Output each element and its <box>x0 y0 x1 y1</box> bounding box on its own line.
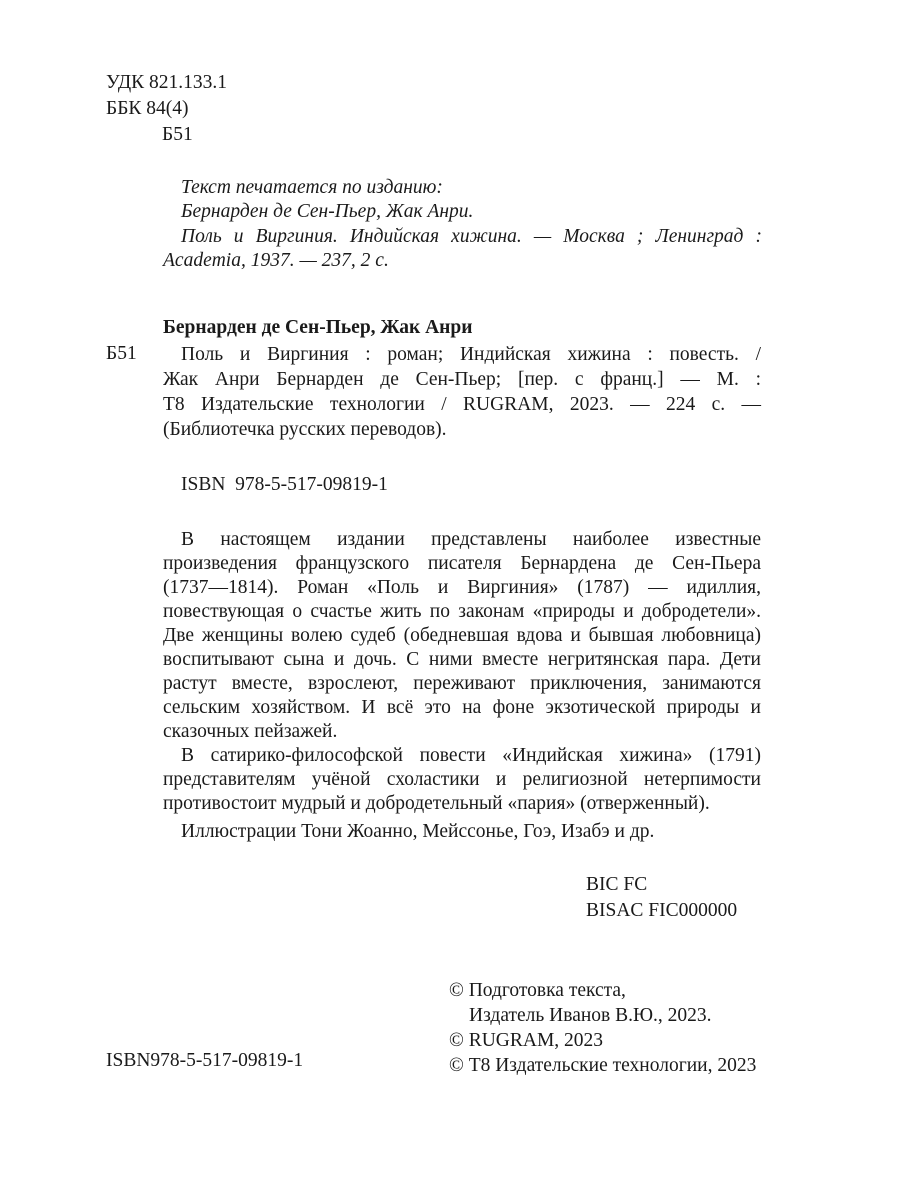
source-note-line: Поль и Виргиния. Индийская хижина. — Москва ; Ленинград : <box>181 226 762 247</box>
annotation-line: сказочных пейзажей. <box>163 721 338 742</box>
annotation-line: повествующая о счастье жить по законам «природы и добродетели». <box>163 601 761 622</box>
copyright-line: © Т8 Издательские технологии, 2023 <box>449 1055 757 1076</box>
annotation-line: В настоящем издании представлены наиболее известные <box>181 529 761 550</box>
source-note-line: Бернарден де Сен-Пьер, Жак Анри. <box>181 201 474 222</box>
udk-code: УДК 821.133.1 <box>106 72 228 93</box>
isbn-main: ISBN 978-5-517-09819-1 <box>181 474 388 495</box>
bib-record-line: (Библиотечка русских переводов). <box>163 419 447 440</box>
bbk-code: ББК 84(4) <box>106 98 189 119</box>
author-mark-top: Б51 <box>162 124 193 145</box>
bic-code: BIC FC <box>586 874 648 895</box>
annotation-line: растут вместе, взрослеют, переживают приключения, занимаются <box>163 673 761 694</box>
source-note-line: Academia, 1937. — 237, 2 с. <box>163 250 389 271</box>
author-mark: Б51 <box>106 343 137 364</box>
annotation-line: Две женщины волею судеб (обедневшая вдова и бывшая любовница) <box>163 625 761 646</box>
copyright-line: © Подготовка текста, <box>449 980 626 1001</box>
copyright-line: © RUGRAM, 2023 <box>449 1030 604 1051</box>
annotation-line: В сатирико-философской повести «Индийская хижина» (1791) <box>181 745 761 766</box>
bib-record-line: Т8 Издательские технологии / RUGRAM, 2023. — 224 с. — <box>163 394 761 415</box>
author-heading: Бернарден де Сен-Пьер, Жак Анри <box>163 317 473 338</box>
annotation-line: произведения французского писателя Бернардена де Сен-Пьера <box>163 553 761 574</box>
illustrators-line: Иллюстрации Тони Жоанно, Мейссонье, Гоэ, Изабэ и др. <box>181 821 655 842</box>
annotation-line: представителям учёной схоластики и религиозной нетерпимости <box>163 769 761 790</box>
annotation-line: противостоит мудрый и добродетельный «пария» (отверженный). <box>163 793 710 814</box>
annotation-line: воспитывают сына и дочь. С ними вместе негритянская пара. Дети <box>163 649 761 670</box>
source-note-line: Текст печатается по изданию: <box>181 177 443 198</box>
isbn-bottom: ISBN978-5-517-09819-1 <box>106 1050 304 1071</box>
bib-record-line: Жак Анри Бернарден де Сен-Пьер; [пер. с франц.] — М. : <box>163 369 761 390</box>
bisac-code: BISAC FIC000000 <box>586 900 738 921</box>
bib-record-line: Поль и Виргиния : роман; Индийская хижина : повесть. / <box>181 344 761 365</box>
copyright-line: Издатель Иванов В.Ю., 2023. <box>469 1005 712 1026</box>
annotation-line: сельским хозяйством. И всё это на фоне экзотической природы и <box>163 697 761 718</box>
annotation-line: (1737—1814). Роман «Поль и Виргиния» (1787) — идиллия, <box>163 577 761 598</box>
